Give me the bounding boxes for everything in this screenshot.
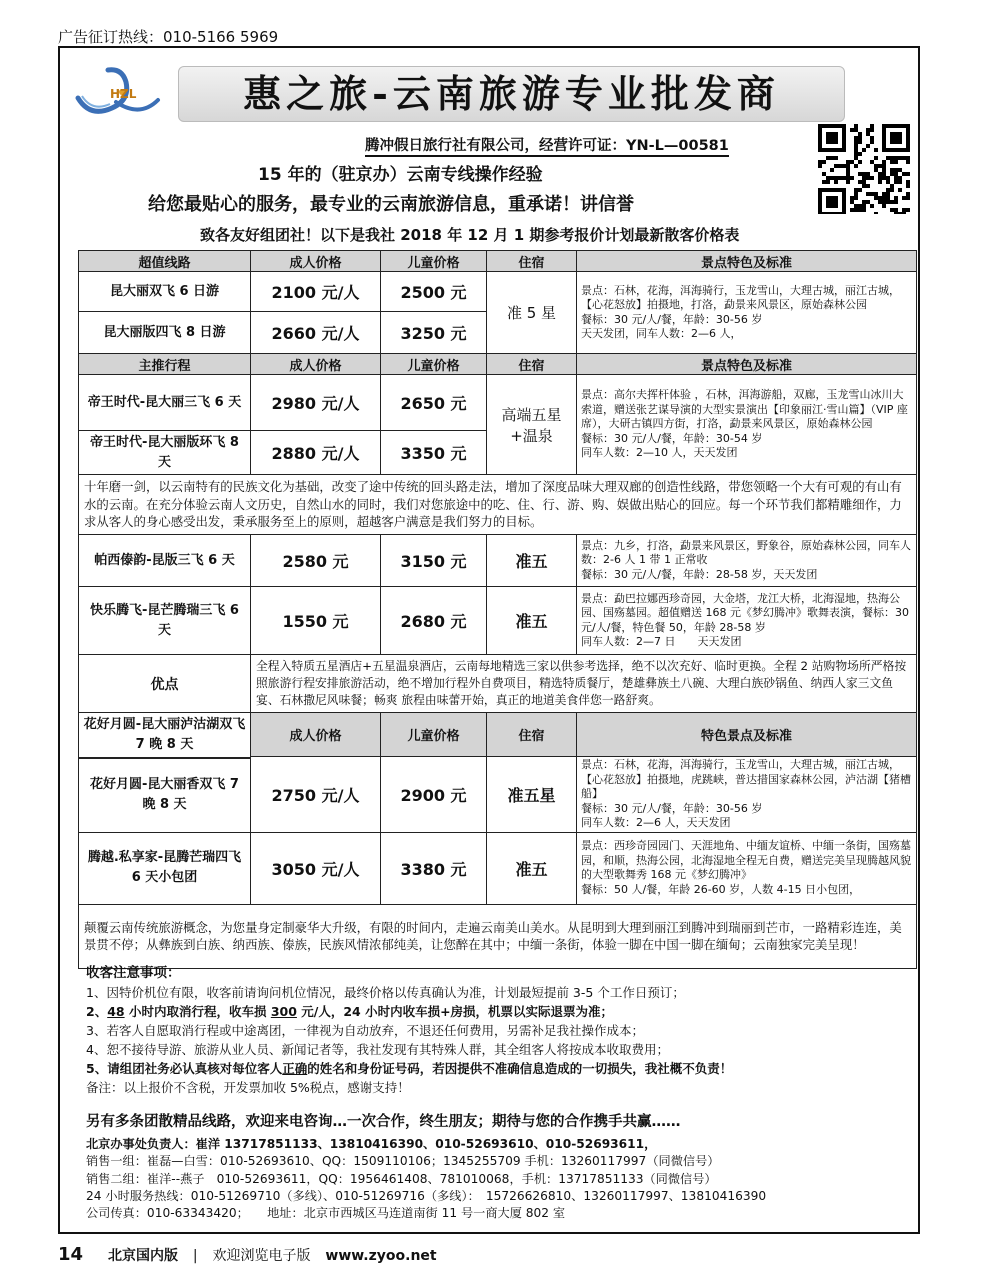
- section4-col-stay: 住宿: [487, 713, 577, 757]
- adult-price: 3050 元/人: [251, 832, 381, 904]
- edition-name: 北京国内版: [107, 1248, 178, 1264]
- table-row: [79, 272, 917, 312]
- footer-divider: |: [192, 1248, 198, 1264]
- adult-price: 2580 元: [251, 535, 381, 587]
- route-name: 花好月圆-昆大丽泸沽湖双飞 7 晚 8 天: [79, 713, 251, 758]
- note-text: 小时内取消行程，收车损: [124, 1004, 271, 1019]
- section1-col-adult: 成人价格: [251, 251, 381, 272]
- features-line: 景点：石林，花海，洱海骑行，玉龙雪山，大理古城，丽江古城，【心花怒放】拍摄地，打洛，勐景来风景区，原始森林公园: [581, 283, 900, 311]
- child-price: 3380 元: [381, 832, 487, 904]
- slogan-line: 给您最贴心的服务，最专业的云南旅游信息，重承诺！讲信誉: [148, 194, 634, 215]
- note-text: 正确: [282, 1061, 308, 1076]
- adult-price: 2100 元/人: [251, 272, 381, 312]
- child-price: 2900 元: [381, 757, 487, 833]
- advantage-text: 全程入特质五星酒店+五星温泉酒店，云南每地精选三家以供参考选择，绝不以次充好、临时更换。全程 2 站购物场所严格按照旅游行程安排旅游活动，绝不增加行程外自费项目，精选特质餐厅，楚雄彝族土八碗、大理白族砂锅鱼、纳西人家三文鱼宴、石林撒尼风味餐；畅爽 旅程由味蕾开始，真正的地道美食伴您一路舒爽。: [251, 655, 917, 713]
- features-cell: [577, 535, 917, 587]
- table-row: [79, 535, 917, 587]
- contacts: [86, 1136, 766, 1222]
- table-row: [79, 713, 917, 757]
- section1-col-stay: 住宿: [487, 251, 577, 272]
- note-item: 4、恕不接待导游、旅游从业人员、新闻记者等，我社发现有其特殊人群，其全组客人将按成本收取费用；: [86, 1042, 669, 1057]
- contact-sales2: 销售二组：崔洋--燕子 010-52693611，QQ：1956461408、781010068，手机：13717851133（同微信号）: [86, 1171, 717, 1186]
- features-line: 景点：九乡，打洛，勐景来风景区，野象谷，原始森林公园，同车人数：2-6 人 1 带 1 正常收: [581, 538, 911, 567]
- price-table: [78, 250, 917, 969]
- adult-price: 1550 元: [251, 587, 381, 655]
- features-line: 景点：勐巴拉娜西珍奇园，大金塔，龙江大桥，北海湿地，热海公园、国殇墓园。超值赠送 168 元《梦幻腾冲》歌舞表演，餐标：30 元/人/餐，特色餐 50，年龄 28-58 岁: [581, 591, 909, 634]
- experience-line: 15 年的（驻京办）云南专线操作经验: [258, 165, 543, 185]
- ad-frame: [58, 46, 920, 1234]
- contact-sales1: 销售一组：崔磊—白雪：010-52693610、QQ：1509110106；1345255709 手机：13260117997（同微信号）: [86, 1154, 720, 1169]
- section2-col-stay: 住宿: [487, 354, 577, 375]
- section2-col-adult: 成人价格: [251, 354, 381, 375]
- note-text: 48: [107, 1004, 125, 1019]
- company-license: 腾冲假日旅行社有限公司，经营许可证：YN-L—00581: [365, 134, 729, 157]
- note-text: 5、请组团社务必认真核对每位客人: [86, 1061, 283, 1076]
- route-name: 腾越.私享家-昆腾芒瑞四飞 6 天小包团: [79, 832, 251, 904]
- booking-notes: [86, 964, 916, 1097]
- features-line: 同车人数：2—7 日 天天发团: [581, 635, 742, 648]
- note-item: [86, 1002, 916, 1021]
- features-cell: [577, 375, 917, 475]
- route-name: 花好月圆-昆大丽香双飞 7 晚 8 天: [79, 759, 251, 832]
- section2-col-child: 儿童价格: [381, 354, 487, 375]
- section2-col-features: 景点特色及标准: [577, 354, 917, 375]
- section2-header-row: [79, 354, 917, 375]
- adult-price: 2750 元/人: [251, 757, 381, 833]
- note-text: 2、: [86, 1004, 108, 1019]
- section4-col-features: 特色景点及标准: [577, 713, 917, 757]
- features-line: 同车人数：2—6 人，天天发团: [581, 816, 731, 829]
- child-price: 2500 元: [381, 272, 487, 312]
- section4-col-adult: 成人价格: [251, 713, 381, 757]
- accommodation: 准五: [487, 535, 577, 587]
- route-name: 昆大丽版四飞 8 日游: [79, 312, 251, 354]
- price-intro: 致各友好组团社！以下是我社 2018 年 12 月 1 期参考报价计划最新散客价格表: [200, 226, 740, 244]
- features-cell: [577, 832, 917, 904]
- features-line: 天天发团，同车人数：2—6 人，: [581, 327, 742, 340]
- section2-description-row: [79, 475, 917, 535]
- child-price: 3250 元: [381, 312, 487, 354]
- page-footer: [58, 1243, 920, 1267]
- accommodation: 准 5 星: [487, 272, 577, 354]
- route-name: 帝王时代-昆大丽三飞 6 天: [79, 375, 251, 431]
- logo-icon: [70, 62, 165, 120]
- adult-price: 2980 元/人: [251, 375, 381, 431]
- note-text: 300: [270, 1004, 297, 1019]
- accommodation: 准五星: [487, 757, 577, 833]
- section4-col-child: 儿童价格: [381, 713, 487, 757]
- features-line: 餐标：30 元/人/餐，年龄：30-56 岁: [581, 801, 763, 815]
- section2-col-route: 主推行程: [79, 354, 251, 375]
- advantage-label: 优点: [79, 655, 251, 713]
- features-line: 餐标：50 人/餐，年龄 26-60 岁，人数 4-15 日小包团，: [581, 882, 861, 896]
- ad-hotline: 广告征订热线：010-5166 5969: [58, 28, 279, 46]
- accommodation: 准五: [487, 832, 577, 904]
- section1-header-row: [79, 251, 917, 272]
- section2-description: 十年磨一剑，以云南特有的民族文化为基础，改变了途中传统的回头路走法，增加了深度品味大理双廊的创造性线路，带您领略一个大有可观的有山有水的云南。在充分体验云南人文历史，自然山水的同时，我们对您旅途中的吃、住、行、游、购、娱做出贴心的回应。每一个环节我们都精雕细作，力求从客人的身心感受出发，秉承服务至上的原则，超越客户满意是我们努力的目标。: [79, 475, 917, 535]
- features-line: 景点：石林，花海，洱海骑行，玉龙雪山，大理古城，丽江古城，【心花怒放】拍摄地，虎跳峡，普达措国家森林公园，泸沽湖【猪槽船】: [581, 758, 911, 800]
- child-price: 2680 元: [381, 587, 487, 655]
- features-line: 同车人数：2—10 人，天天发团: [581, 446, 738, 460]
- features-line: 餐标：30 元/人/餐，年龄：28-58 岁，天天发团: [581, 567, 818, 581]
- contact-service: 24 小时服务热线：010-51269710（多线）、010-51269716（多线）： 15726626810、13260117997、13810416390: [86, 1188, 767, 1203]
- features-line: 餐标：30 元/人/餐，年龄：30-56 岁: [581, 312, 763, 326]
- route-name: 昆大丽双飞 6 日游: [79, 272, 251, 312]
- accommodation: 高端五星+温泉: [487, 375, 577, 475]
- brand-title: 惠之旅-云南旅游专业批发商: [178, 66, 845, 122]
- footer-welcome: 欢迎浏览电子版: [212, 1248, 311, 1264]
- section4-description: 颠覆云南传统旅游概念，为您量身定制豪华大升级，有限的时间内，走遍云南美山美水。从昆明到大理到丽江到腾冲到瑞丽到芒市，一路精彩连连，美景贯不停；从彝族到白族、纳西族、傣族，民族风情浓郁纯美，让您醉在其中；中缅一条街，体验一脚在中国一脚在缅甸；云南独家完美呈现！: [79, 904, 917, 968]
- section1-col-child: 儿童价格: [381, 251, 487, 272]
- advantage-row: [79, 655, 917, 713]
- footer-url[interactable]: www.zyoo.net: [325, 1248, 437, 1264]
- table-row: [79, 587, 917, 655]
- table-row: [79, 375, 917, 431]
- features-cell: [577, 272, 917, 354]
- child-price: 3150 元: [381, 535, 487, 587]
- child-price: 3350 元: [381, 431, 487, 475]
- section1-col-route: 超值线路: [79, 251, 251, 272]
- features-cell: [577, 757, 917, 833]
- notes-title: 收客注意事项：: [86, 965, 181, 981]
- table-row: [79, 832, 917, 904]
- page-number: 14: [58, 1244, 84, 1265]
- note-item: 3、若客人自愿取消行程或中途离团，一律视为自动放弃，不退还任何费用，另需补足我社操作成本；: [86, 1023, 644, 1038]
- adult-price: 2660 元/人: [251, 312, 381, 354]
- more-routes: 另有多条团散精品线路，欢迎来电咨询…一次合作，终生朋友；期待与您的合作携手共赢……: [86, 1114, 681, 1130]
- note-item: 1、因特价机位有限，收客前请询问机位情况，最终价格以传真确认为准，计划最短提前 3-5 个工作日预订；: [86, 985, 685, 1000]
- note-text: 元/人，24 小时内收车损+房损，机票以实际退票为准；: [296, 1004, 614, 1019]
- features-line: 景点：高尔夫挥杆体验 ，石林，洱海游船，双廊，玉龙雪山冰川大索道，赠送张艺谋导演的大型实景演出【印象丽江·雪山篇】（VIP 座席），大研古镇四方街，打洛，勐景来风景区，原始森林公园: [581, 388, 908, 431]
- features-line: 景点：西珍奇园园门、天涯地角、中缅友谊桥、中缅一条街，国殇墓园，和顺，热海公园，北海湿地全程无自费，赠送完美呈现腾越风貌的大型歌舞秀 168 元《梦幻腾冲》: [581, 839, 911, 881]
- section1-col-features: 景点特色及标准: [577, 251, 917, 272]
- features-cell: [577, 587, 917, 655]
- note-text: 的姓名和身份证号码，若因提供不准确信息造成的一切损失，我社概不负责！: [307, 1061, 733, 1076]
- child-price: 2650 元: [381, 375, 487, 431]
- contact-manager: 北京办事处负责人：崔洋 13717851133、13810416390、010-52693610、010-52693611，: [86, 1137, 657, 1151]
- accommodation: 准五: [487, 587, 577, 655]
- adult-price: 2880 元/人: [251, 431, 381, 475]
- contact-fax: 公司传真：010-63343420； 地址：北京市西城区马连道南街 11 号一商大厦 802 室: [86, 1206, 566, 1221]
- features-line: 餐标：30 元/人/餐，年龄：30-54 岁: [581, 431, 763, 445]
- section4-description-row: [79, 904, 917, 968]
- qr-code-icon: [818, 124, 910, 214]
- note-item: [86, 1059, 916, 1078]
- logo-letters: HZL: [110, 87, 137, 101]
- qr-code[interactable]: [818, 124, 910, 214]
- logo: [70, 62, 165, 120]
- route-name: 帕西傣韵-昆版三飞 6 天: [79, 535, 251, 587]
- route-name: 帝王时代-昆大丽版环飞 8 天: [79, 431, 251, 475]
- route-name: 快乐腾飞-昆芒腾瑞三飞 6 天: [79, 587, 251, 655]
- note-item: 备注：以上报价不含税，开发票加收 5%税点，感谢支持！: [86, 1080, 410, 1095]
